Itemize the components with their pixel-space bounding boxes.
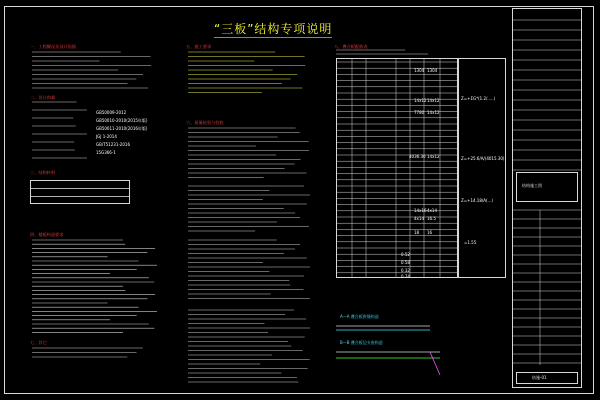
table-value: 14x12 [414,98,427,103]
table-value: 16.5 [427,216,436,221]
std-code-2: GB50010-2010(2015年版) [96,118,148,123]
section-heading-7: 七、其它 [30,340,47,345]
std-code-3: GB50011-2010(2016年版) [96,126,148,131]
table-formula: Z=+ΣG*(1.2/.....) [461,96,496,101]
table-value: 1304 [427,68,438,73]
std-code-4: JGJ 1-2014 [96,134,117,139]
section-heading-8: 八、叠合板配筋表 [334,44,368,49]
title-block-stamp-text: 结构施工图 [522,183,542,188]
table-value: 18 [414,230,420,235]
section-heading-1: 一、工程概况及设计依据 [30,44,77,49]
table-value: 0.52 [401,252,410,257]
section-heading-5: 五、施工要求 [186,44,212,49]
detail-label-a: A—A 叠合板拼缝构造 [340,314,379,319]
section-heading-6: 六、质量检验与验收 [186,120,224,125]
table-value: 4x14 [427,208,438,213]
table-formula: Z=+25.6/A/(4015.30) [461,156,505,161]
table-value: 7780 [414,110,425,115]
table-value: 0.58 [401,260,410,265]
table-value: 0.32 [401,268,410,273]
std-code-6: 15G366-1 [96,150,116,155]
table-value: 4036.30 [409,154,426,159]
drawing-title: “三板”结构专项说明 [214,22,333,36]
std-code-5: GB/T51231-2016 [96,142,130,147]
table-value: 0.74 [401,274,410,279]
table-value: 14x12 [427,98,440,103]
detail-line [430,352,440,375]
table-formula: =1.55 [464,240,477,245]
std-code-1: GB50009-2012 [96,110,127,115]
table-value: 4x14 [414,216,425,221]
table-formula: Z=+14.18/A(...) [461,198,493,203]
table-value: 14x16 [414,208,427,213]
table-value: 16 [427,230,433,235]
section-heading-4: 四、楼板构造要求 [30,232,64,237]
table-value: 1304 [414,68,425,73]
table-value: 14x12 [427,110,440,115]
title-block-drawing-no-text: 结施-01 [532,375,547,380]
detail-label-b: B—B 叠合板边支座构造 [340,340,383,345]
section-heading-2: 二、设计荷载 [30,95,56,100]
table-value: 14x12 [427,154,440,159]
section-heading-3: 三、结构材料 [30,170,56,175]
